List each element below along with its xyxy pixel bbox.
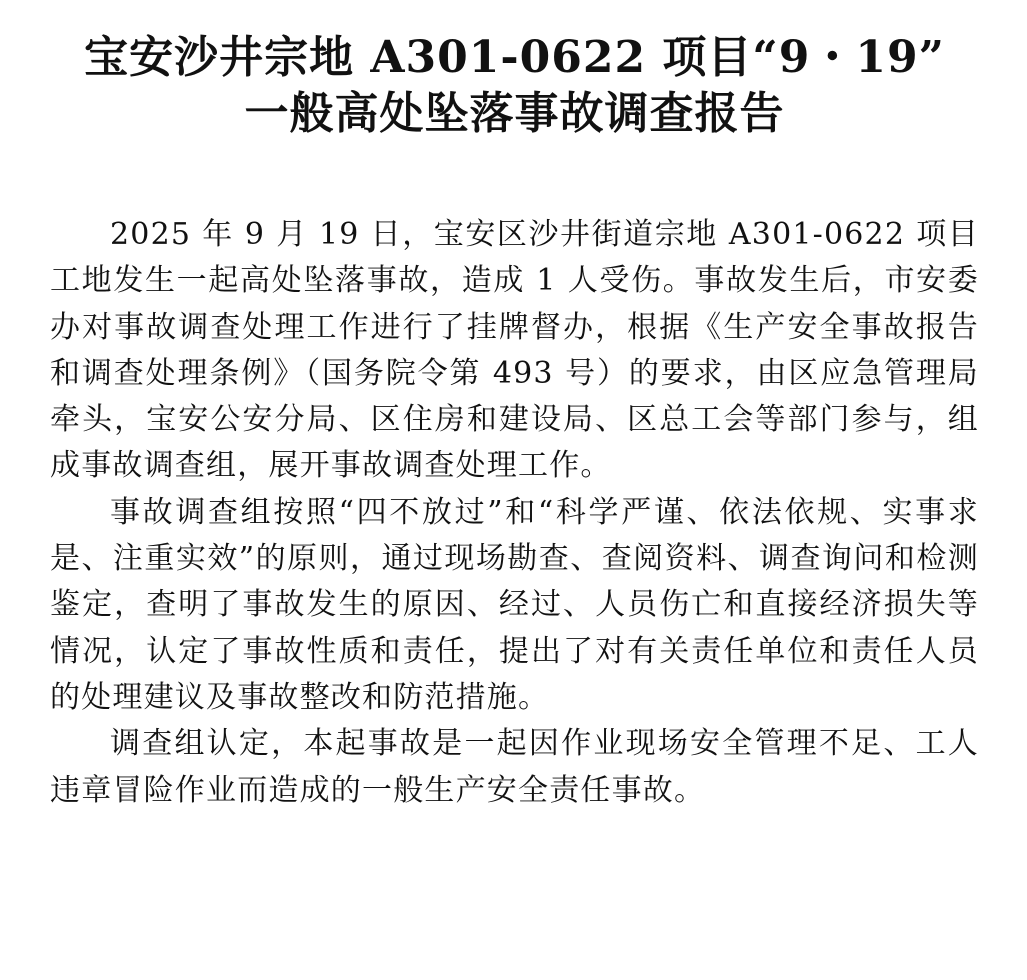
document-body (50, 212, 979, 814)
document-title (50, 30, 979, 142)
paragraph-incident-overview: 2025 年 9 月 19 日，宝安区沙井街道宗地 A301-0622 项目工地发生一起高处坠落事故，造成 1 人受伤。事故发生后，市安委办对事故调查处理工作进行了挂牌督办，根据《生产安全事故报告和调查处理条例》（国务院令第 493 号）的要求，由区应急管理局牵头，宝安公安分局、区住房和建设局、区总工会等部门参与，组成事故调查组，展开事故调查处理工作。 (50, 217, 979, 484)
paragraph-investigation-principles: 事故调查组按照“四不放过”和“科学严谨、依法依规、实事求是、注重实效”的原则，通过现场勘查、查阅资料、调查询问和检测鉴定，查明了事故发生的原因、经过、人员伤亡和直接经济损失等情况，认定了事故性质和责任，提出了对有关责任单位和责任人员的处理建议及事故整改和防范措施。 (50, 494, 979, 715)
document-title-line-2: 一般高处坠落事故调查报告 (244, 88, 785, 139)
paragraph-investigation-conclusion: 调查组认定，本起事故是一起因作业现场安全管理不足、工人违章冒险作业而造成的一般生产安全责任事故。 (50, 726, 979, 808)
document-title-line-1: 宝安沙井宗地 A301-0622 项目“9・19” (84, 32, 945, 83)
